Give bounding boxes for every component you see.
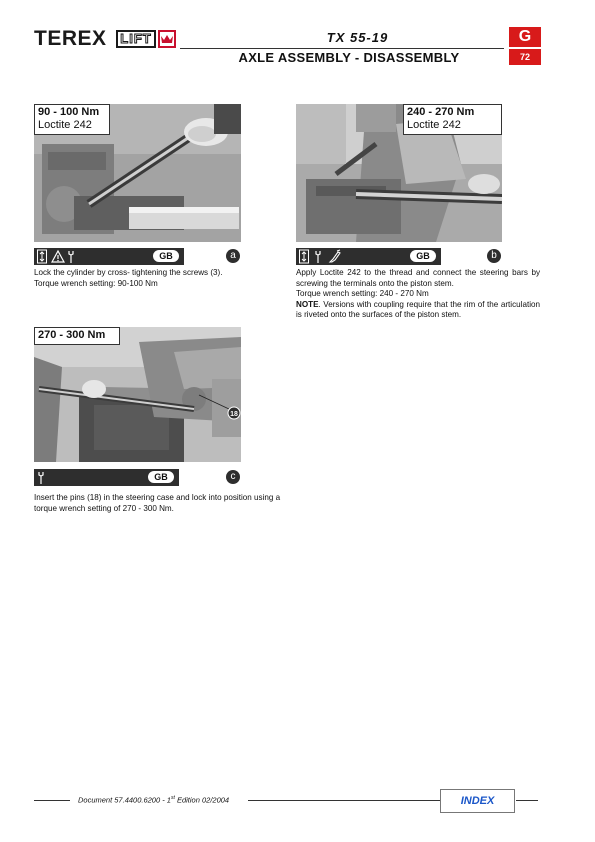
page-number-badge: 72 — [509, 49, 541, 65]
wrench-icon — [313, 249, 325, 264]
logo-text: TEREX — [34, 27, 107, 50]
logo-crown-icon — [158, 30, 176, 48]
text-line: Torque wrench setting: 240 - 270 Nm — [296, 289, 429, 298]
note-paragraph — [296, 300, 540, 321]
doc-edition-suffix: st — [170, 795, 175, 801]
page-title: AXLE ASSEMBLY - DISASSEMBLY — [238, 50, 460, 65]
icon-bar-b — [296, 248, 441, 265]
torque-label-c — [34, 327, 120, 345]
note-text: . Versions with coupling require that the rim of the articulation is riveted onto the surfaces of the piston stem. — [296, 299, 540, 319]
torque-note: Loctite 242 — [38, 119, 92, 131]
footer-divider — [516, 800, 538, 801]
language-badge: GB — [409, 249, 437, 263]
step-marker-b: b — [487, 249, 501, 263]
torque-value: 270 - 300 Nm — [38, 329, 106, 341]
step-text-c — [34, 493, 284, 514]
photo-step-c — [34, 327, 241, 462]
footer-divider — [248, 800, 440, 801]
header-divider — [180, 48, 504, 49]
wrench-icon — [66, 249, 78, 264]
model-name: TX 55-19 — [326, 30, 389, 45]
warning-icon — [51, 249, 63, 264]
grease-icon — [328, 249, 340, 264]
step-marker-a: a — [226, 249, 240, 263]
doc-edition: Edition 02/2004 — [174, 795, 230, 805]
language-badge: GB — [147, 470, 175, 484]
torque-label-b — [403, 104, 502, 135]
step-text-b — [296, 268, 540, 321]
logo-lift-text: LIFT — [116, 30, 156, 48]
footer-divider — [34, 800, 70, 801]
icon-bar-c — [34, 469, 179, 486]
step-text-a — [34, 268, 284, 289]
text-line: Torque wrench setting: 90-100 Nm — [34, 278, 158, 288]
torque-label-a — [34, 104, 110, 135]
terex-lift-logo — [34, 28, 176, 50]
section-badge: G — [509, 27, 541, 47]
text-paragraph: Insert the pins (18) in the steering case and lock into position using a torque wrench setting of 270 - 300 Nm. — [34, 493, 281, 513]
icon-bar-a — [34, 248, 184, 265]
callout-18: 18 — [230, 411, 238, 418]
text-paragraph: Apply Loctite 242 to the thread and connect the steering bars by screwing the terminals onto the piston stem. — [296, 268, 540, 288]
torque-value: 90 - 100 Nm — [38, 106, 100, 118]
step-marker-c: c — [226, 470, 240, 484]
document-reference — [78, 795, 229, 805]
note-label: NOTE — [296, 299, 319, 309]
ruler-icon — [298, 249, 310, 264]
wrench-icon — [36, 470, 48, 485]
index-button[interactable]: INDEX — [440, 789, 515, 813]
text-line: Lock the cylinder by cross- tightening the screws (3). — [34, 268, 223, 277]
doc-prefix: Document 57.4400.6200 - 1 — [78, 795, 171, 805]
torque-value: 240 - 270 Nm — [407, 106, 475, 118]
torque-note: Loctite 242 — [407, 119, 461, 131]
language-badge: GB — [152, 249, 180, 263]
ruler-icon — [36, 249, 48, 264]
